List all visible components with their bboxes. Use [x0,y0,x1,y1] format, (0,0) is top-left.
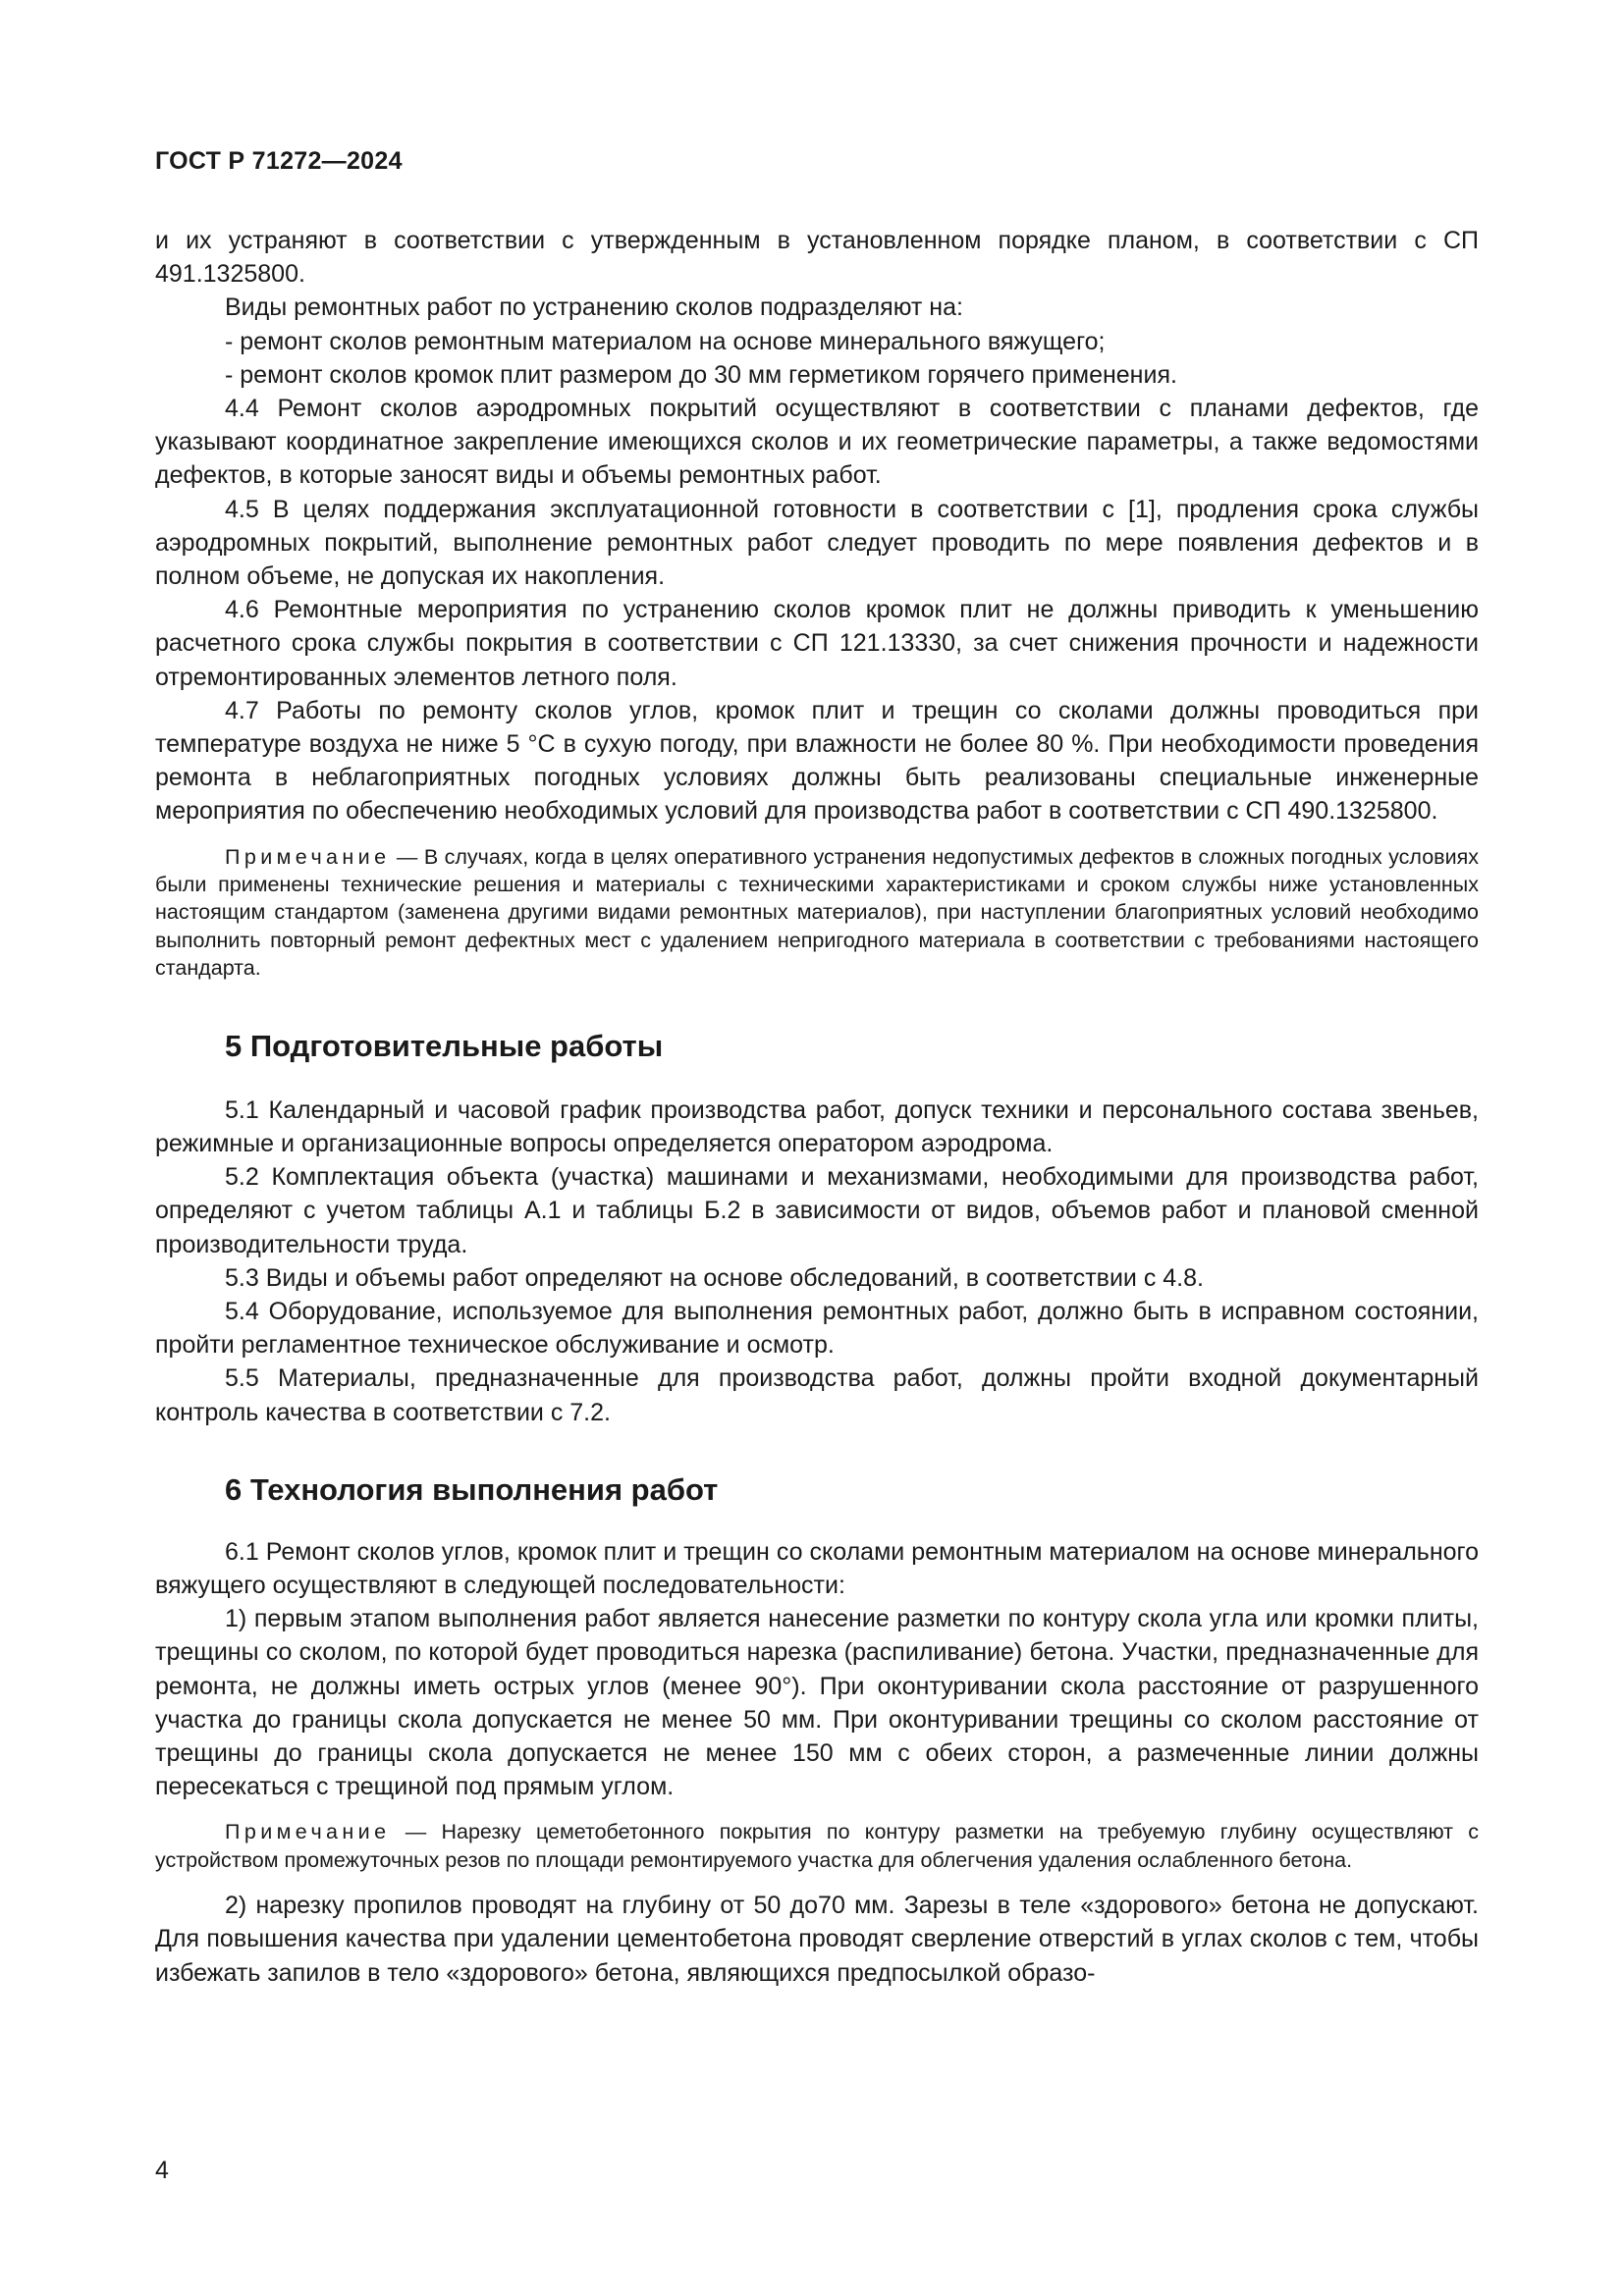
page-number: 4 [155,2157,169,2184]
clause-4-5: 4.5 В целях поддержания эксплуатационной готовности в соответствии с [1], продления срока службы аэродромных покрытий, выполнение ремонтных работ следует проводить по мере появления дефектов и в полном объеме, не допуская их накопления. [155,495,1479,591]
list-item: - ремонт сколов ремонтным материалом на основе минерального вяжущего; [225,327,1106,355]
clause-5-2: 5.2 Комплектация объекта (участка) машинами и механизмами, необходимыми для производства работ, определяют с учетом таблицы А.1 и таблицы Б.2 в зависимости от видов, объемов работ и плановой сменной производительности труда. [155,1163,1479,1258]
clause-5-4: 5.4 Оборудование, используемое для выполнения ремонтных работ, должно быть в исправном состоянии, пройти регламентное техническое обслуживание и осмотр. [155,1297,1479,1360]
list-item-2: 2) нарезку пропилов проводят на глубину от 50 до70 мм. Зарезы в теле «здорового» бетона не допускают. Для повышения качества при удалении цементобетона проводят сверление отверстий в углах сколов с тем, чтобы избежать запилов в тело «здорового» бетона, являющихся предпосылкой образо- [155,1892,1479,1987]
note-block [155,1818,1479,1874]
list-item: - ремонт сколов кромок плит размером до 30 мм герметиком горячего применения. [225,360,1177,389]
note-text: — В случаях, когда в целях оперативного устранения недопустимых дефектов в сложных погодных условиях были применены технические решения и материалы с техническими характеристиками и сроком службы ниже установленных настоящим стандартом (заменена другими видами ремонтных материалов), при наступлении благоприятных условий необходимо выполнить повторный ремонт дефектных мест с удалением непригодного материала в соответствии с требованиями настоящего стандарта. [155,844,1479,981]
note-label: Примечание [225,1820,391,1844]
note-text: — Нарезку цеметобетонного покрытия по контуру разметки на требуемую глубину осуществляют с устройством промежуточных резов по площади ремонтируемого участка для облегчения удаления ослабленного бетона. [155,1820,1479,1872]
paragraph: Виды ремонтных работ по устранению сколов подразделяют на: [225,294,963,322]
document-header: ГОСТ Р 71272—2024 [155,147,403,175]
section-5-heading: 5 Подготовительные работы [225,1028,664,1063]
clause-5-1: 5.1 Календарный и часовой график производства работ, допуск техники и персонального состава звеньев, режимные и организационные вопросы определяется оператором аэродрома. [155,1095,1479,1157]
section-6-heading: 6 Технология выполнения работ [225,1471,719,1507]
page-content [155,224,1479,1990]
clause-4-6: 4.6 Ремонтные мероприятия по устранению сколов кромок плит не должны приводить к уменьшению расчетного срока службы покрытия в соответствии с СП 121.13330, за счет снижения прочности и надежности отремонтированных элементов летного поля. [155,596,1479,691]
note-block [155,843,1479,983]
note-label: Примечание [225,844,391,869]
clause-5-3: 5.3 Виды и объемы работ определяют на основе обследований, в соответствии с 4.8. [225,1263,1204,1292]
clause-4-4: 4.4 Ремонт сколов аэродромных покрытий осуществляют в соответствии с планами дефектов, где указывают координатное закрепление имеющихся сколов и их геометрические параметры, а также ведомостями дефектов, в которые заносят виды и объемы ремонтных работ. [155,395,1479,490]
paragraph-continuation: и их устраняют в соответствии с утвержденным в установленном порядке планом, в соответствии с СП 491.1325800. [155,227,1479,289]
clause-5-5: 5.5 Материалы, предназначенные для производства работ, должны пройти входной документарный контроль качества в соответствии с 7.2. [155,1364,1479,1426]
clause-6-1: 6.1 Ремонт сколов углов, кромок плит и трещин со сколами ремонтным материалом на основе минерального вяжущего осуществляют в следующей последовательности: [155,1537,1479,1599]
list-item-1: 1) первым этапом выполнения работ является нанесение разметки по контуру скола угла или кромки плиты, трещины со сколом, по которой будет проводиться нарезка (распиливание) бетона. Участки, предназначенные для ремонта, не должны иметь острых углов (менее 90°). При оконтуривании скола расстояние от разрушенного участка до границы скола допускается не менее 50 мм. При оконтуривании трещины со сколом расстояние от трещины до границы скола допускается не менее 150 мм с обеих сторон, а размеченные линии должны пересекаться с трещиной под прямым углом. [155,1605,1479,1801]
clause-4-7: 4.7 Работы по ремонту сколов углов, кромок плит и трещин со сколами должны проводиться при температуре воздуха не ниже 5 °С в сухую погоду, при влажности не более 80 %. При необходимости проведения ремонта в неблагоприятных погодных условиях должны быть реализованы специальные инженерные мероприятия по обеспечению необходимых условий для производства работ в соответствии с СП 490.1325800. [155,696,1479,826]
